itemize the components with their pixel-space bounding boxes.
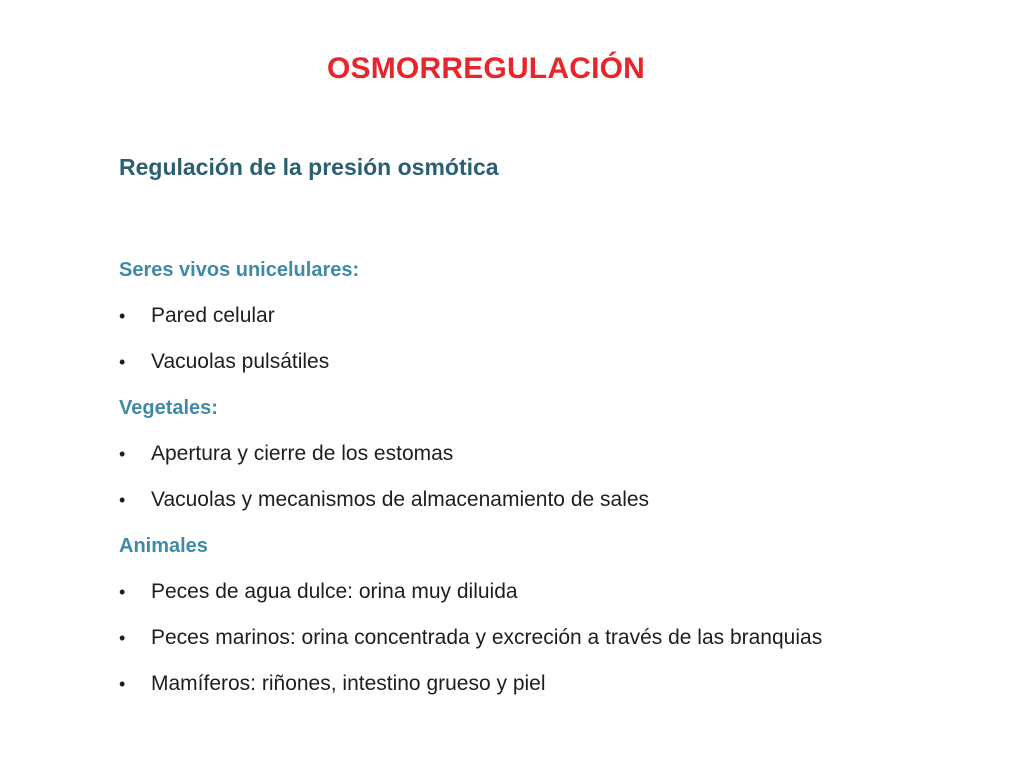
bullet-text: Vacuolas pulsátiles <box>151 350 330 373</box>
bullet-icon: • <box>119 628 126 648</box>
bullet-text: Pared celular <box>151 304 275 327</box>
bullet-item <box>119 576 999 622</box>
bullet-text: Vacuolas y mecanismos de almacenamiento de sales <box>151 488 650 511</box>
bullet-icon: • <box>119 352 126 372</box>
slide-title <box>0 52 1024 86</box>
bullet-icon: • <box>119 490 126 510</box>
bullet-item <box>119 300 999 346</box>
section-heading-animales: Animales <box>119 535 208 557</box>
bullet-item <box>119 346 999 392</box>
bullet-icon: • <box>119 674 126 694</box>
bullet-text: Peces de agua dulce: orina muy diluida <box>151 580 518 603</box>
bullet-icon: • <box>119 582 126 602</box>
section-heading-vegetales: Vegetales: <box>119 397 218 419</box>
bullet-text: Apertura y cierre de los estomas <box>151 442 454 465</box>
bullet-icon: • <box>119 444 126 464</box>
slide-title-text: OSMORREGULACIÓN <box>327 52 645 85</box>
bullet-item <box>119 438 999 484</box>
bullet-text: Peces marinos: orina concentrada y excreción a través de las branquias <box>151 626 823 649</box>
slide-subtitle: Regulación de la presión osmótica <box>119 154 499 180</box>
section-heading-unicelulares: Seres vivos unicelulares: <box>119 259 360 281</box>
bullet-icon: • <box>119 306 126 326</box>
bullet-text: Mamíferos: riñones, intestino grueso y piel <box>151 672 546 695</box>
bullet-item <box>119 668 999 714</box>
bullet-item <box>119 622 999 668</box>
bullet-item <box>119 484 999 530</box>
slide-content <box>119 254 999 714</box>
